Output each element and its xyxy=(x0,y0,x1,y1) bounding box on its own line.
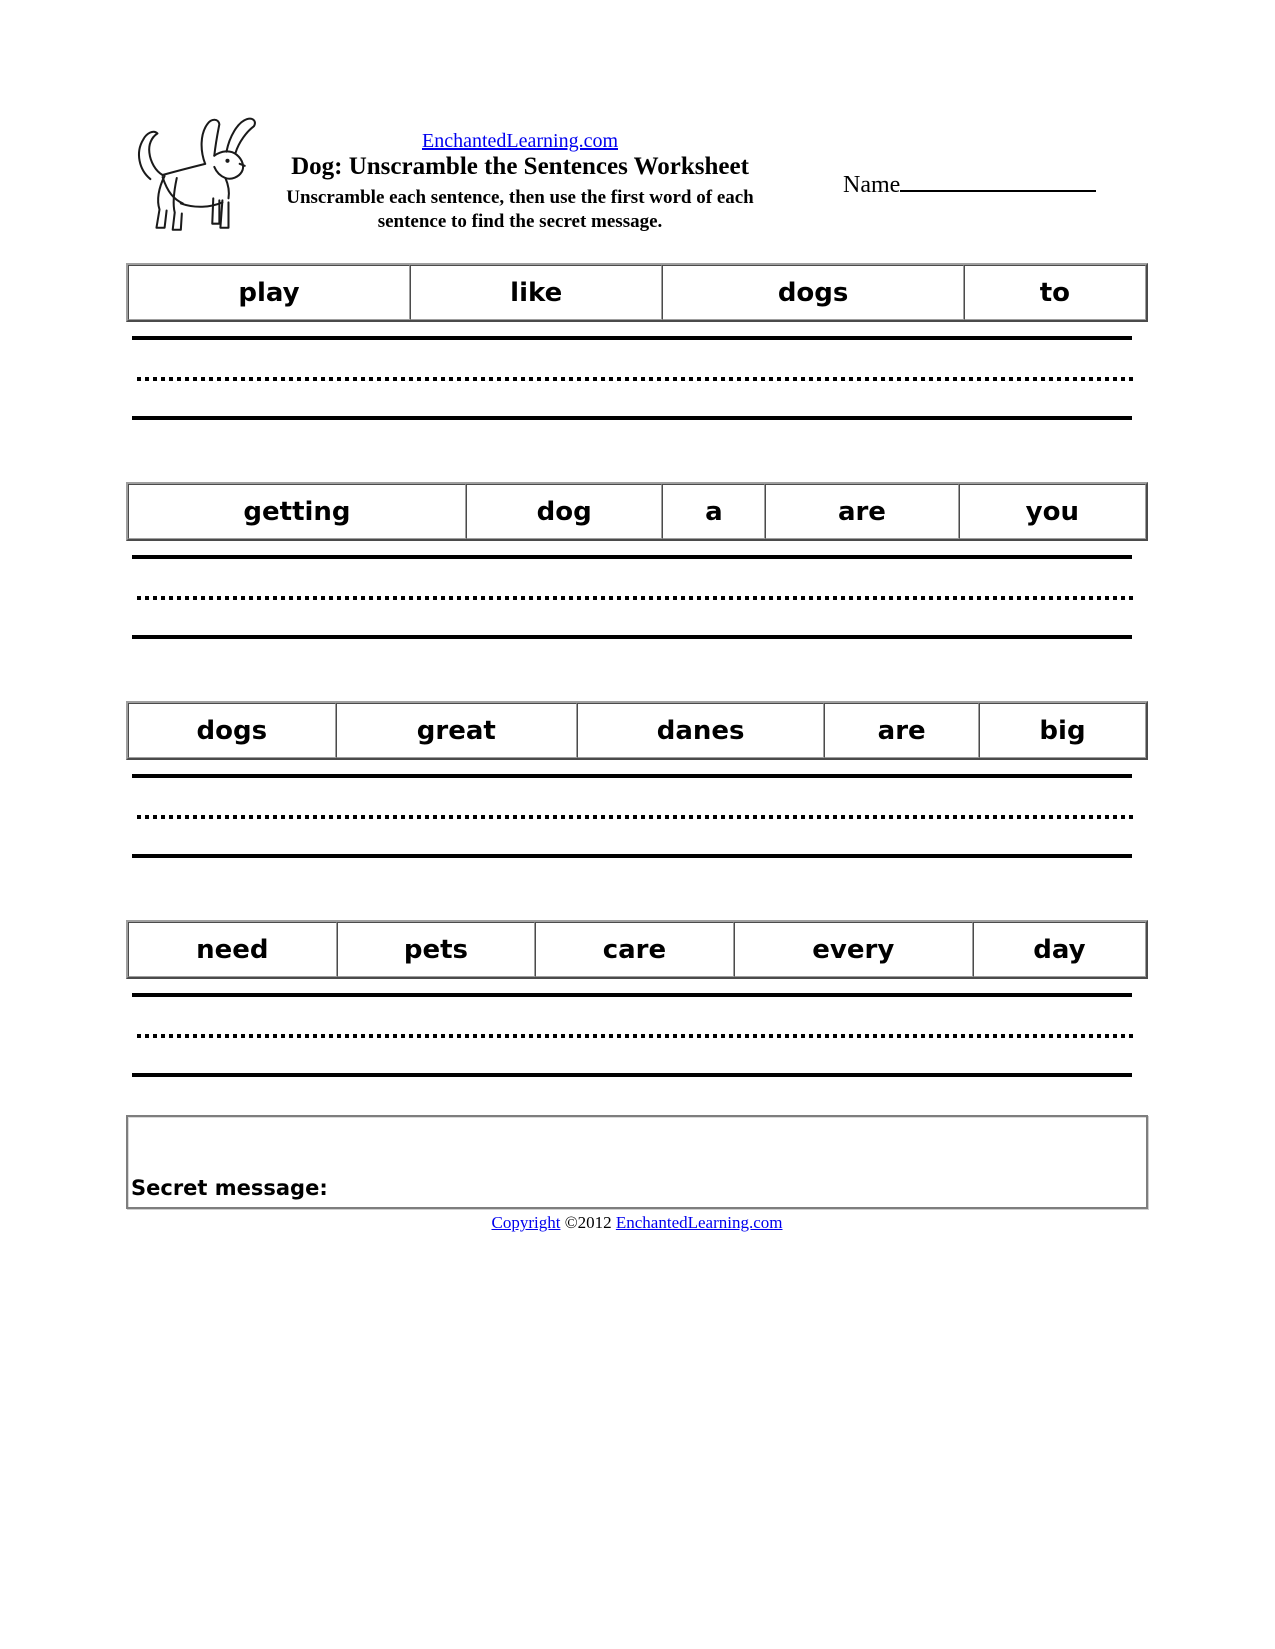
name-field xyxy=(843,164,1096,199)
answer-line-dashed-middle xyxy=(137,1034,1135,1038)
word-cell: a xyxy=(662,484,765,539)
instructions-line-2: sentence to find the secret message. xyxy=(377,211,663,232)
word-cell: every xyxy=(734,922,973,977)
answer-line-solid-bottom xyxy=(132,416,1132,420)
puzzle-section xyxy=(0,263,1275,433)
answer-line-dashed-middle xyxy=(137,596,1135,600)
word-cell: danes xyxy=(577,703,824,758)
word-cell: day xyxy=(973,922,1146,977)
copyright-year: ©2012 xyxy=(564,1213,612,1232)
word-cell: you xyxy=(959,484,1146,539)
word-cell: dog xyxy=(466,484,662,539)
puzzle-section xyxy=(0,482,1275,652)
word-cell: need xyxy=(128,922,337,977)
word-cell: big xyxy=(979,703,1146,758)
word-table xyxy=(126,920,1148,979)
name-label: Name xyxy=(843,172,901,198)
answer-line-solid-bottom xyxy=(132,1073,1132,1077)
puzzle-section xyxy=(0,920,1275,1090)
word-cell: pets xyxy=(337,922,536,977)
name-blank-line xyxy=(900,164,1096,192)
site-link[interactable]: EnchantedLearning.com xyxy=(421,130,619,152)
word-cell: getting xyxy=(128,484,466,539)
word-cell: are xyxy=(765,484,958,539)
answer-line-solid-bottom xyxy=(132,854,1132,858)
word-cell: are xyxy=(824,703,979,758)
instructions-line-1: Unscramble each sentence, then use the first word of each xyxy=(286,187,754,208)
word-cell: dogs xyxy=(128,703,336,758)
page-title: Dog: Unscramble the Sentences Worksheet xyxy=(291,153,749,180)
puzzle-section xyxy=(0,701,1275,871)
secret-message-label: Secret message: xyxy=(131,1176,328,1200)
footer-copyright xyxy=(126,1213,1148,1233)
word-cell: like xyxy=(410,265,662,320)
word-cell: great xyxy=(336,703,577,758)
word-cell: care xyxy=(535,922,734,977)
secret-message-box xyxy=(126,1115,1148,1209)
answer-line-solid-top xyxy=(132,336,1132,340)
answer-line-solid-top xyxy=(132,993,1132,997)
word-cell: to xyxy=(964,265,1146,320)
answer-line-dashed-middle xyxy=(137,377,1135,381)
copyright-link[interactable]: Copyright xyxy=(491,1213,561,1232)
word-cell: play xyxy=(128,265,410,320)
answer-line-solid-top xyxy=(132,774,1132,778)
answer-line-solid-top xyxy=(132,555,1132,559)
answer-line-dashed-middle xyxy=(137,815,1135,819)
instructions xyxy=(210,186,830,234)
word-table xyxy=(126,263,1148,322)
footer-site-link[interactable]: EnchantedLearning.com xyxy=(615,1213,783,1232)
word-table xyxy=(126,482,1148,541)
word-table xyxy=(126,701,1148,760)
word-cell: dogs xyxy=(662,265,963,320)
answer-line-solid-bottom xyxy=(132,635,1132,639)
